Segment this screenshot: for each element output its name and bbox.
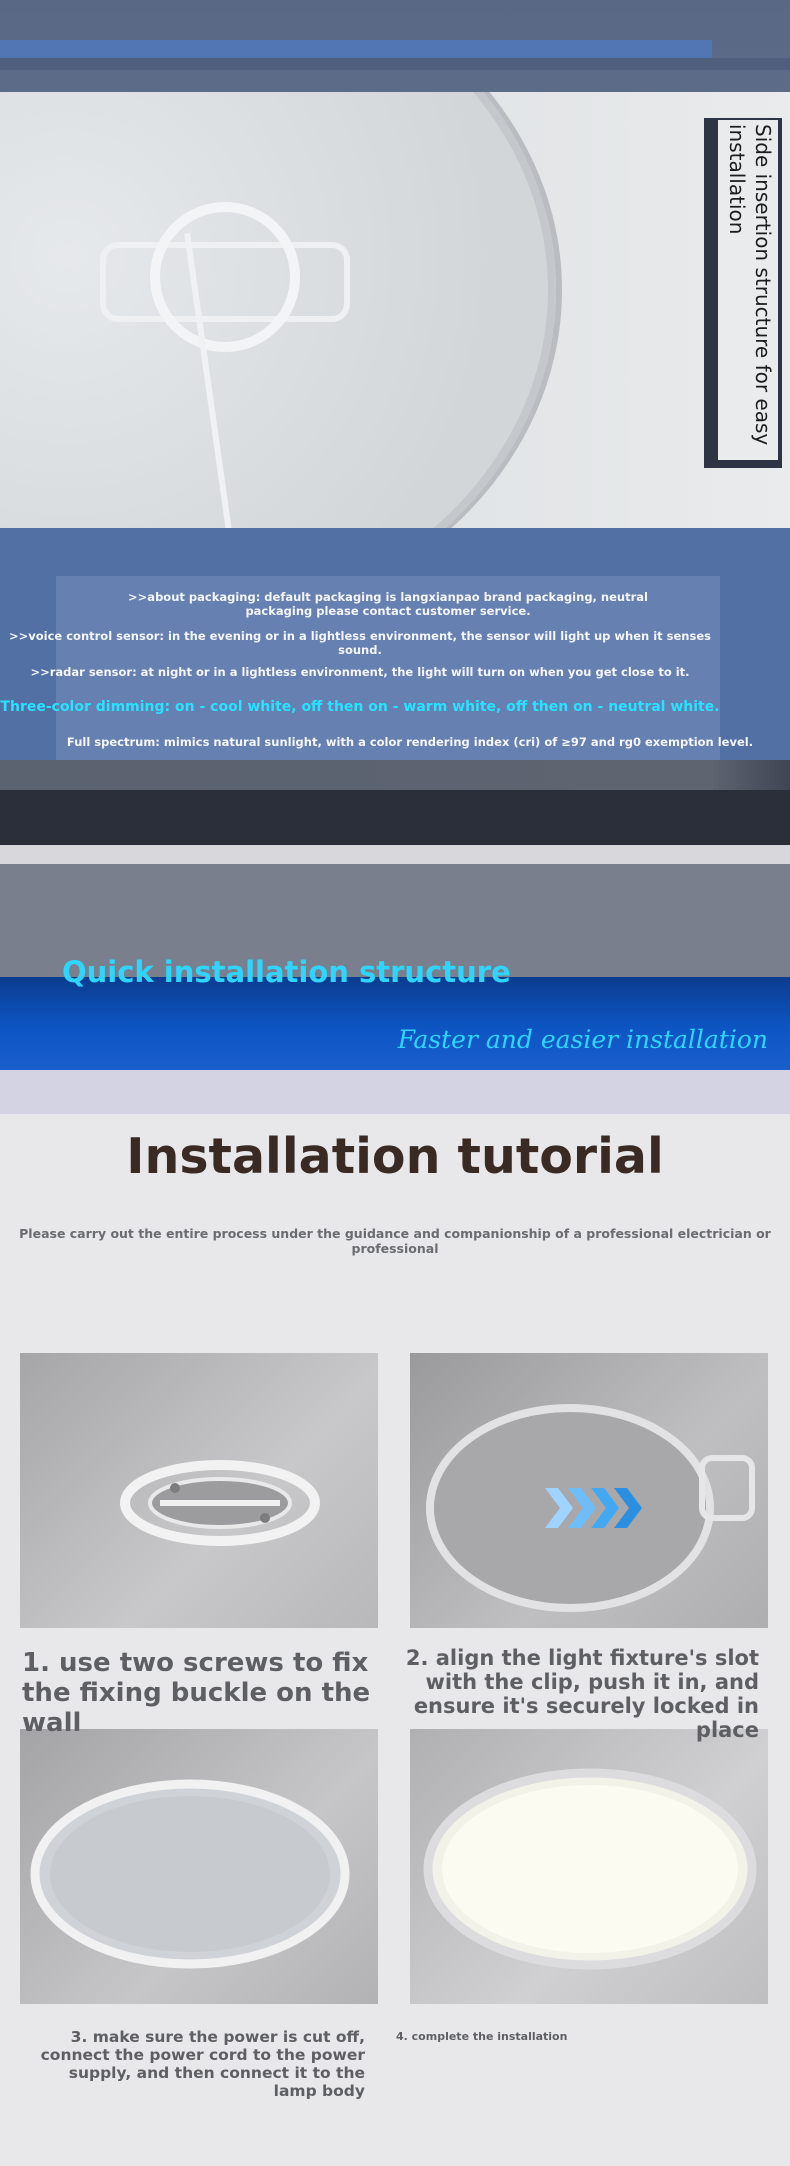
step-3-image: [20, 1729, 378, 2004]
feature-three-color-dimming: Three-color dimming: on - cool white, off then on - warm white, off then on - neutral white.: [0, 699, 720, 715]
tutorial-note: Please carry out the entire process under the guidance and companionship of a professional electrician or professional: [19, 1226, 771, 1256]
step-4-caption: 4. complete the installation: [396, 2030, 568, 2043]
feature-full-spectrum: Full spectrum: mimics natural sunlight, with a color rendering index (cri) of ≥97 and rg0 exemption level.: [66, 735, 754, 749]
banner-light-band: [0, 1070, 790, 1114]
step-1-caption: 1. use two screws to fix the fixing buckle on the wall: [22, 1648, 371, 1738]
banner-subtitle: Faster and easier installation: [397, 1025, 768, 1054]
step-2-image: [410, 1353, 768, 1628]
bottom-band-dark: [0, 790, 790, 845]
installation-tutorial-section: [0, 1114, 790, 2166]
banner-title: Quick installation structure: [62, 955, 511, 989]
product-feature-section: [0, 0, 790, 845]
feature-voice-sensor: >>voice control sensor: in the evening or in a lightless environment, the sensor will light up when it senses sound.: [9, 629, 711, 657]
bracket-ring-graphic: [150, 202, 300, 352]
lamp-mounted-graphic: [20, 1729, 378, 2004]
tutorial-title: Installation tutorial: [126, 1128, 664, 1185]
top-stripe: [0, 40, 712, 58]
mounting-bracket-photo: [0, 92, 790, 528]
lamp-lit-graphic: [410, 1729, 768, 2004]
step-4-image: [410, 1729, 768, 2004]
slide-in-lamp-graphic: [410, 1353, 768, 1628]
feature-radar-sensor: >>radar sensor: at night or in a lightless environment, the light will turn on when you get close to it.: [30, 665, 690, 679]
step-3-caption: 3. make sure the power is cut off, connect the power cord to the power supply, and then connect it to the lamp body: [40, 2028, 365, 2100]
feature-packaging: >>about packaging: default packaging is langxianpao brand packaging, neutral packaging please contact customer service.: [128, 590, 648, 618]
bracket-on-ceiling-graphic: [20, 1353, 378, 1628]
step-2-caption: 2. align the light fixture's slot with the clip, push it in, and ensure it's securely locked in place: [405, 1646, 759, 1742]
step-1-image: [20, 1353, 378, 1628]
top-stripe-dark: [0, 58, 790, 70]
side-caption: Side insertion structure for easy installation: [718, 120, 778, 460]
bottom-band: [0, 760, 790, 790]
banner-blue-band: [0, 977, 790, 1070]
